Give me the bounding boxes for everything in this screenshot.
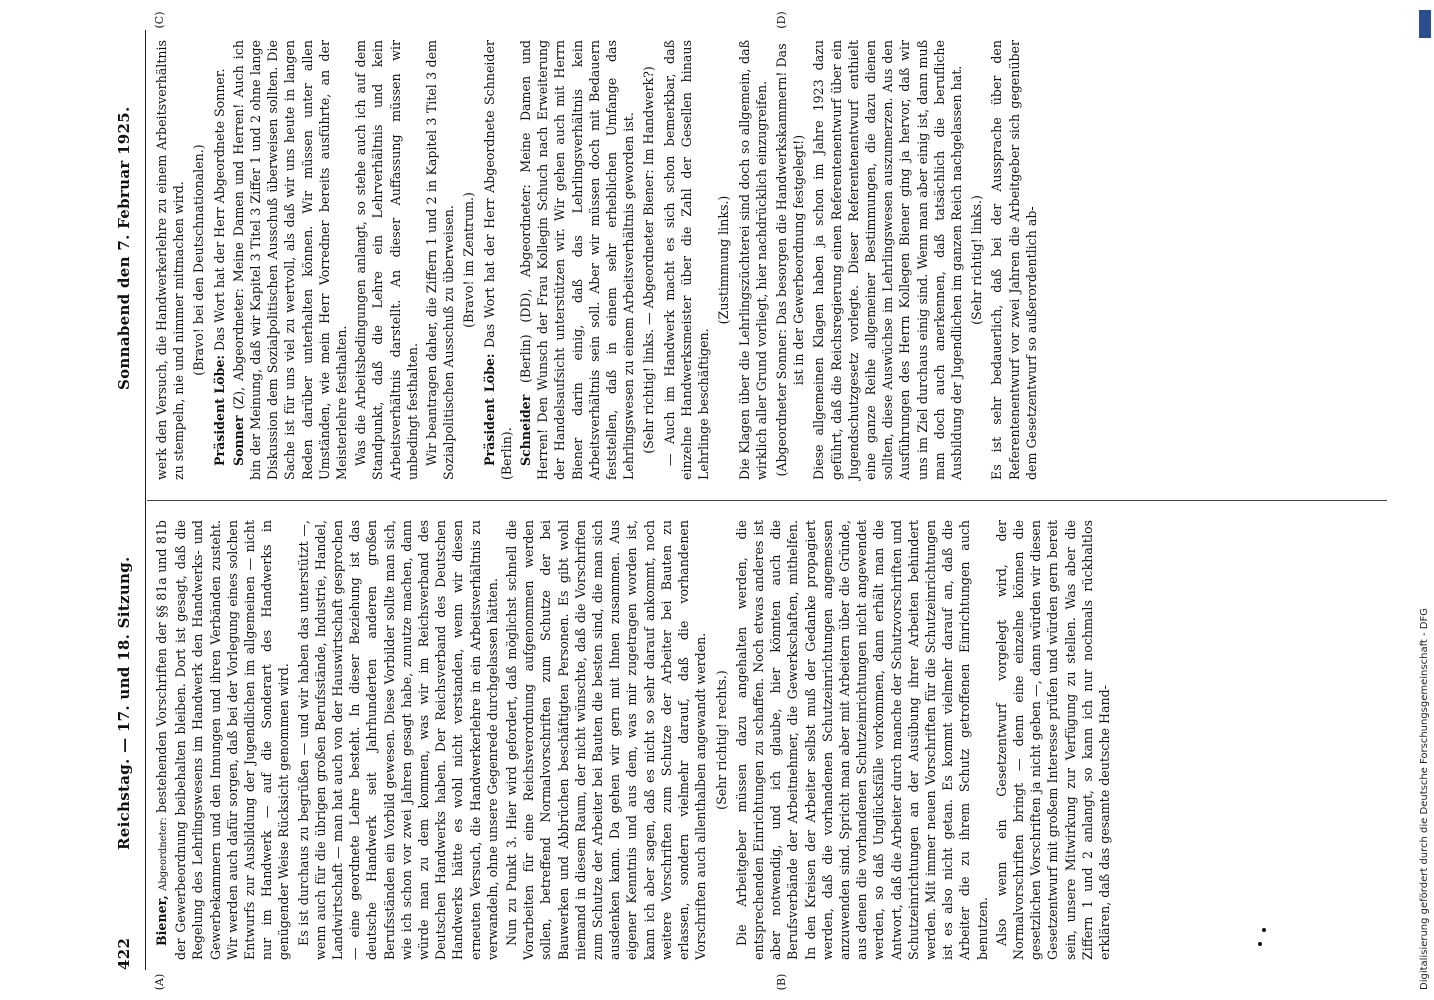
left-column [153, 520, 1115, 960]
speaker-name: Biener, [154, 895, 169, 946]
speck [1258, 942, 1262, 946]
body-paragraph: Nun zu Punkt 3. Hier wird gefordert, daß möglichst schnell die Vorarbeiten für eine Reichsverordnung aufgenommen werden sollen, betreffend Normalvorschriften zum Schutze der bei Bauwerken und Abbrüchen beschäftigten Personen. Es gibt wohl niemand in diesem Raum, der nicht wünschte, daß die Vorschriften zum Schutze der Arbeiter bei Bauten die besten sind, die man sich ausdenken kann. Da gehen wir gern mit Ihnen zusammen. Aus eigener Kenntnis und aus dem, was mir zugetragen worden ist, kann ich aber sagen, daß es nicht so sehr darauf ankommt, noch weitere Vorschriften zum Schutze der Arbeiter bei Bauten zu erlassen, sondern vielmehr darauf, daß die vorhandenen Vorschriften auch allenthalben angewandt werden. [504, 520, 709, 960]
speech-text: Das Wort hat der Herr Abgeordnete Schneider (Berlin). [481, 40, 514, 480]
speaker-name: Präsident Löbe: [481, 353, 497, 466]
rotated-page [85, 0, 1415, 1000]
digitization-note [1418, 10, 1432, 990]
body-paragraph: Es ist sehr bedauerlich, daß bei der Aussprache über den Referentenentwurf vor zwei Jahren die Arbeitgeber sich gegenüber dem Gesetzentwurf so außerordentlich ab- [989, 40, 1039, 480]
body-paragraph: Diese allgemeinen Klagen haben ja schon im Jahre 1923 dazu geführt, daß die Reichsregierung einen Referentenentwurf über ein Jugendschutzgesetz vorlegte. Dieser Referentenentwurf enthielt eine ganze Reihe allgemeiner Bestimmungen, die dazu dienen sollten, diese Auswüchse im Lehrlingswesen auszumerzen. Aus den Ausführungen des Herrn Kollegen Biener ging ja hervor, daß wir uns im Ziel durchaus einig sind. Wenn man aber einig ist, dann muß man doch auch anerkennen, daß tatsächlich die berufliche Ausbildung der Jugendlichen im ganzen Reich nachgelassen hat. [811, 40, 964, 480]
speech-paragraph [211, 40, 228, 480]
digitization-text: Digitalisierung gefördert durch die Deutsche Forschungsgemeinschaft - DFG [1419, 607, 1430, 990]
body-paragraph: Also wenn ein Gesetzentwurf vorgelegt wird, der Normalvorschriften bringt — denn eine einzelne können die gesetzlichen Vorschriften ja nicht geben —, dann würden wir diesen Gesetzentwurf mit großem Interesse prüfen und würden gern bereit sein, unsere Mitwirkung zur Verfügung zu stellen. Was aber die Ziffern 1 und 2 anlangt, so kann ich nur nochmals rückhaltlos erklären, daß das gesamte deutsche Hand- [993, 520, 1112, 960]
speaker-role: (Z), Abgeordneter: [230, 288, 246, 410]
body-paragraph: Die Klagen über die Lehrlingszüchterei sind doch so allgemein, daß wirklich aller Grund vorliegt, hier nachdrücklich einzugreifen. [736, 40, 769, 480]
right-column [153, 40, 1042, 480]
body-paragraph: werk den Versuch, die Handwerkerlehre zu einem Arbeitsverhältnis zu stempeln, nie und nimmer mitmachen wird. [154, 40, 187, 480]
interjection: (Bravo! bei den Deutschnationalen.) [191, 144, 207, 376]
interjection: (Abgeordneter Sonner: Das besorgen die Handwerkskammern! Das ist in der Gewerbeordnung festgelegt!) [773, 43, 807, 477]
page-number: 422 [115, 937, 133, 970]
interjection: (Bravo! im Zentrum.) [461, 192, 477, 328]
speck [1262, 928, 1266, 932]
speaker-name: Sonner [230, 415, 246, 466]
speech-paragraph [153, 520, 293, 960]
date-heading: Sonnabend den 7. Februar 1925. [115, 106, 133, 390]
body-paragraph: Die Arbeitgeber müssen dazu angehalten werden, die entsprechenden Einrichtungen zu schaffen. Noch etwas anderes ist aber notwendig, und ich glaube, hier könnten auch die Berufsverbände der Arbeitnehmer, die Gewerkschaften, mithelfen. In den Kreisen der Arbeiter selbst muß der Gedanke propagiert werden, daß die vorhandenen Schutzeinrichtungen angemessen anzuwenden sind. Spricht man aber mit Arbeitern über die Gründe, aus denen die vorhandenen Schutzeinrichtungen nicht angewendet werden, so daß Unglücksfälle vorkommen, dann erhält man die Antwort, daß die Arbeiter durch manche der Schutzvorschriften und Schutzeinrichtungen an der Ausübung ihrer Arbeiten behindert werden. Mit immer neuen Vorschriften für die Schutzeinrichtungen ist es also nicht getan. Es kommt vielmehr darauf an, daß die Arbeiter die zu ihrem Schutz getroffenen Einrichtungen auch benutzen. [733, 520, 990, 960]
speech-text: Meine Damen und Herren! Den Wunsch der Frau Kollegin Schuch nach Erweiterung der Handelsaufsicht unterstützen wir. Wir gehen auch mit Herrn Biener darin einig, daß das Lehrlingsverhältnis kein Arbeitsverhältnis sein soll. Aber wir müssen doch mit Bedauern feststellen, daß in einem sehr erheblichen Umfange das Lehrlingswesen zu einem Arbeitsverhältnis geworden ist. [518, 40, 637, 480]
interjection: (Sehr richtig! rechts.) [713, 670, 729, 810]
interjection: (Sehr richtig! links. — Abgeordneter Biener: Im Handwerk?) [641, 66, 657, 454]
speech-paragraph [517, 40, 637, 480]
speaker-role: Abgeordneter: [158, 817, 169, 891]
interjection: (Sehr richtig! links.) [969, 195, 985, 325]
speech-text: bestehenden Vorschriften der §§ 81a und 81b der Gewerbeordnung beibehalten bleiben. Dort ist gesagt, daß die Regelung des Lehrlingswesens im Handwerk den Handwerks- und Gewerbekammern und den Innungen und ihren Verbänden zusteht. Wir werden auch dafür sorgen, daß bei der Vorlegung eines solchen Entwurfs zur Ausbildung der Jugendlichen im allgemeinen — nicht nur im Handwerk — auf die Sonderart des Handwerks in genügender Weise Rücksicht genommen wird. [154, 520, 292, 960]
running-header [115, 30, 139, 970]
speech-text: Meine Damen und Herren! Auch ich bin der Meinung, daß wir Kapitel 3 Titel 3 Ziffer 1 und 2 ohne lange Diskussion dem Sozialpolitischen Ausschuß überweisen sollten. Die Sache ist für uns viel zu wertvoll, als daß wir uns heute in langen Reden darüber unterhalten können. Wir müssen unter allen Umständen, wie mein Herr Vorredner bereits ausführte, an der Meisterlehre festhalten. [230, 40, 350, 480]
header-rule [145, 30, 146, 970]
speech-paragraph [481, 40, 515, 480]
margin-marker-c: (C) [153, 11, 166, 29]
speech-text: Das Wort hat der Herr Abgeordnete Sonner. [211, 68, 227, 351]
speaker-name: Präsident Löbe: [211, 354, 227, 466]
body-paragraph: — Auch im Handwerk macht es sich schon bemerkbar, daß einzelne Handwerksmeister über die Zahl der Gesellen hinaus Lehrlinge beschäftigen. [661, 40, 712, 480]
body-paragraph: Was die Arbeitsbedingungen anlangt, so stehe auch ich auf dem Standpunkt, daß die Lehre ein Lehrverhältnis und kein Arbeitsverhältnis darstellt. An dieser Auffassung müssen wir unbedingt festhalten. [353, 40, 420, 480]
body-paragraph: Es ist durchaus zu begrüßen — und wir haben das unterstützt —, wenn auch für die übrigen großen Berufsstände, Industrie, Handel, Landwirtschaft — man hat auch von der Hauswirtschaft gesprochen — eine geordnete Lehre besteht. In dieser Beziehung ist das deutsche Handwerk seit Jahrhunderten anderen großen Berufsständen ein Vorbild gewesen. Diese Vorbilder sollte man sich, wie ich schon vor zwei Jahren gesagt habe, zunutze machen, dann würde man zu dem kommen, was wir im Reichsverband des Deutschen Handwerks haben. Der Reichsverband des Deutschen Handwerks hätte es wohl nicht verstanden, wenn wir diesen erneuten Versuch, die Handwerkerlehre in ein Arbeitsverhältnis zu verwandeln, ohne unsere Gegenrede durchgelassen hätten. [295, 520, 500, 960]
speaker-role: (Berlin) (DD), Abgeordneter: [518, 184, 534, 384]
body-paragraph: Wir beantragen daher, die Ziffern 1 und 2 in Kapitel 3 Titel 3 dem Sozialpolitischen Ausschuß zu überweisen. [424, 40, 457, 480]
session-heading: Reichstag. — 17. und 18. Sitzung. [115, 556, 133, 850]
margin-marker-a: (A) [153, 973, 166, 991]
column-divider [147, 500, 1387, 501]
margin-marker-d: (D) [775, 11, 788, 29]
interjection: (Zustimmung links.) [716, 195, 732, 325]
margin-marker-b: (B) [775, 973, 788, 991]
speaker-name: Schneider [518, 394, 534, 466]
speech-paragraph [230, 40, 350, 480]
